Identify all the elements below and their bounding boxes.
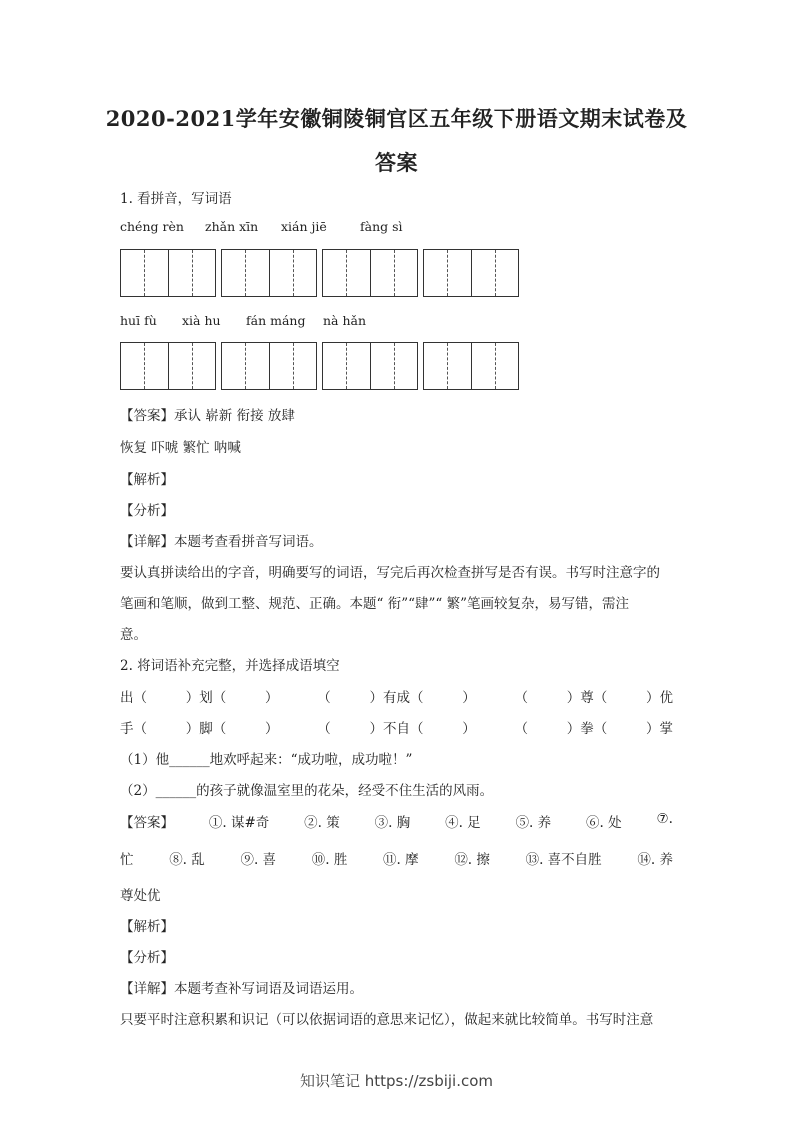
q2-answer-row3: 尊处优 — [120, 888, 161, 904]
answer-seg: ⑭. 养 — [637, 852, 673, 868]
pinyin-1: chéng rèn — [120, 219, 184, 234]
blank-seg: （ — [514, 721, 528, 737]
pinyin-5: huī fù — [120, 313, 157, 328]
q1-answer-cont: 恢复 吓唬 繁忙 呐喊 — [120, 440, 241, 456]
q1-fenxi: 【分析】 — [120, 503, 174, 519]
writing-box[interactable] — [120, 249, 216, 297]
q2-answer-row1 — [120, 811, 673, 831]
q1-heading: 1. 看拼音，写词语 — [120, 191, 232, 207]
writing-box[interactable] — [221, 342, 317, 390]
blank-seg: ） — [462, 721, 476, 737]
blank-seg: ） — [265, 690, 279, 706]
pinyin-7: fán máng — [246, 313, 306, 328]
q1-xiangjie: 【详解】本题考查看拼音写词语。 — [120, 534, 323, 550]
answer-seg: ①. 谋#奇 — [208, 815, 270, 831]
blank-seg: （ — [317, 690, 331, 706]
blank-seg: 手（ — [120, 721, 147, 737]
writing-box[interactable] — [423, 249, 519, 297]
blank-seg: ）不自（ — [369, 721, 424, 737]
answer-seg: ⑧. 乱 — [169, 852, 205, 868]
page-title-cont: 答案 — [375, 150, 418, 175]
q2-heading: 2. 将词语补充完整，并选择成语填空 — [120, 658, 340, 674]
answer-seg: ⑪. 摩 — [383, 852, 419, 868]
answer-seg: ⑬. 喜不自胜 — [525, 852, 602, 868]
q1-para2: 笔画和笔顺，做到工整、规范、正确。本题“ 衔”“肆”“ 繁”笔画较复杂，易写错，需注 — [120, 596, 629, 612]
writing-box[interactable] — [423, 342, 519, 390]
blank-seg: 出（ — [120, 690, 147, 706]
q2-blank-row2 — [120, 717, 673, 737]
q2-fill2: （2）______的孩子就像温室里的花朵，经受不住生活的风雨。 — [120, 783, 494, 799]
pinyin-4: fàng sì — [360, 219, 403, 234]
blank-seg: （ — [317, 721, 331, 737]
q2-fill1: （1）他______地欢呼起来：“成功啦，成功啦！” — [120, 752, 413, 768]
blank-seg: ）掌 — [646, 721, 673, 737]
blank-seg: ）优 — [646, 690, 673, 706]
writing-box[interactable] — [120, 342, 216, 390]
writing-box[interactable] — [322, 342, 418, 390]
blank-seg: ）划（ — [185, 690, 227, 706]
answer-seg: ⑥. 处 — [586, 815, 622, 831]
pinyin-6: xià hu — [182, 313, 221, 328]
blank-seg: ）尊（ — [566, 690, 608, 706]
answer-seg: ⑨. 喜 — [240, 852, 277, 868]
blank-seg: （ — [514, 690, 528, 706]
q1-answer: 【答案】承认 崭新 衔接 放肆 — [120, 408, 295, 424]
answer-seg: ⑤. 养 — [515, 815, 552, 831]
writing-box[interactable] — [322, 249, 418, 297]
answer-seg: 【答案】 — [120, 815, 174, 831]
q2-xiangjie: 【详解】本题考查补写词语及词语运用。 — [120, 981, 363, 997]
q2-para1: 只要平时注意积累和识记（可以依据词语的意思来记忆），做起来就比较简单。书写时注意 — [120, 1012, 654, 1028]
answer-seg: ⑫. 擦 — [454, 852, 490, 868]
answer-seg: ⑩. 胜 — [311, 852, 348, 868]
pinyin-8: nà hǎn — [323, 313, 367, 328]
writing-box[interactable] — [221, 249, 317, 297]
q2-answer-row2 — [120, 848, 673, 868]
q2-fenxi: 【分析】 — [120, 950, 174, 966]
blank-seg: ） — [265, 721, 279, 737]
blank-seg: ）拳（ — [566, 721, 608, 737]
q1-jiexi: 【解析】 — [120, 472, 174, 488]
page-title: 2020-2021学年安徽铜陵铜官区五年级下册语文期末试卷及 — [105, 106, 688, 131]
answer-seg: ④. 足 — [445, 815, 481, 831]
q2-jiexi: 【解析】 — [120, 919, 174, 935]
blank-seg: ）有成（ — [369, 690, 424, 706]
q1-para3: 意。 — [120, 627, 147, 643]
pinyin-2: zhǎn xīn — [205, 219, 259, 234]
answer-seg: ②. 策 — [304, 815, 340, 831]
footer-watermark: 知识笔记 https://zsbiji.com — [299, 1072, 494, 1090]
q2-blank-row1 — [120, 686, 673, 706]
blank-seg: ） — [462, 690, 476, 706]
answer-seg: 忙 — [120, 852, 134, 868]
q1-para1: 要认真拼读给出的字音，明确要写的词语，写完后再次检查拼写是否有误。书写时注意字的 — [120, 565, 660, 581]
answer-seg: ⑦. — [656, 811, 673, 827]
blank-seg: ）脚（ — [185, 721, 227, 737]
pinyin-3: xián jiē — [281, 219, 327, 234]
answer-seg: ③. 胸 — [374, 815, 411, 831]
